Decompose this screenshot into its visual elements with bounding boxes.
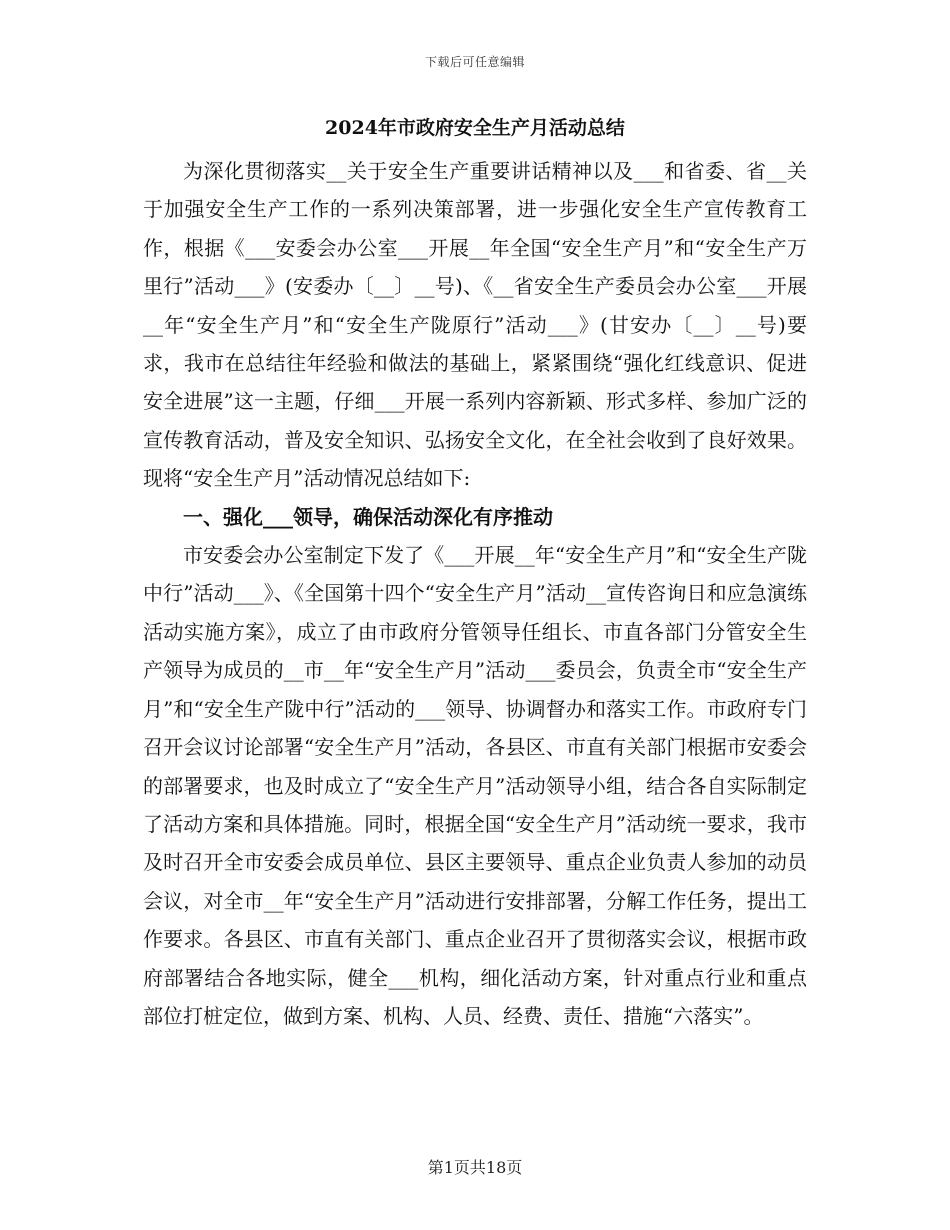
- intro-paragraph: 为深化贯彻落实__关于安全生产重要讲话精神以及___和省委、省__关于加强安全生产工作的一系列决策部署，进一步强化安全生产宣传教育工作，根据《___安委会办公室___开展__年全国“安全生产月”和“安全生产万里行”活动___》(安委办〔__〕__号)、《__省安全生产委员会办公室___开展__年“安全生产月”和“安全生产陇原行”活动___》(甘安办〔__〕__号)要求，我市在总结往年经验和做法的基础上，紧紧围绕“强化红线意识、促进安全进展”这一主题，仔细___开展一系列内容新颖、形式多样、参加广泛的宣传教育活动，普及安全知识、弘扬安全文化，在全社会收到了良好效果。现将“安全生产月”活动情况总结如下:: [143, 159, 807, 491]
- section-paragraph: 市安委会办公室制定下发了《___开展__年“安全生产月”和“安全生产陇中行”活动___》、《全国第十四个“安全生产月”活动__宣传咨询日和应急演练活动实施方案》，成立了由市政府分管领导任组长、市直各部门分管安全生产领导为成员的__市__年“安全生产月”活动___委员会，负责全市“安全生产月”和“安全生产陇中行”活动的___领导、协调督办和落实工作。市政府专门召开会议讨论部署“安全生产月”活动，各县区、市直有关部门根据市安委会的部署要求，也及时成立了“安全生产月”活动领导小组，结合各自实际制定了活动方案和具体措施。同时，根据全国“安全生产月”活动统一要求，我市及时召开全市安委会成员单位、县区主要领导、重点企业负责人参加的动员会议，对全市__年“安全生产月”活动进行安排部署，分解工作任务，提出工作要求。各县区、市直有关部门、重点企业召开了贯彻落实会议，根据市政府部署结合各地实际，健全___机构，细化活动方案，针对重点行业和重点部位打桩定位，做到方案、机构、人员、经费、责任、措施“六落实”。: [143, 543, 807, 1028]
- header-note: 下载后可任意编辑: [424, 55, 525, 69]
- document-title: 2024年市政府安全生产月活动总结: [325, 117, 625, 139]
- document-body: [143, 110, 807, 1035]
- section-heading: 一、强化___领导，确保活动深化有序推动: [183, 504, 553, 529]
- page-number: 第1页共18页: [427, 1158, 523, 1177]
